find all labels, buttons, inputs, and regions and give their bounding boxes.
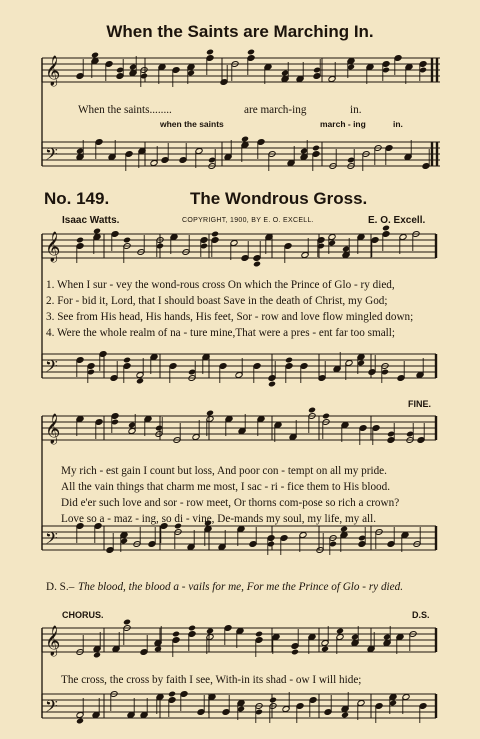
verse-1-line-a: 1. When I sur - vey the wond-rous cross On which the Prince of Glo - ry died, (46, 279, 395, 291)
note-head (188, 625, 196, 632)
note-head (247, 49, 255, 56)
note-head (308, 407, 316, 414)
note-head (291, 649, 299, 656)
note-head (76, 718, 84, 725)
verse-2-line-a: 2. For - bid it, Lord, that I should boast Save in the death of Christ, my God; (46, 295, 388, 307)
lyricist-credit: Isaac Watts. (62, 215, 120, 226)
note-head (336, 628, 344, 635)
verse-2-line-b: All the vain things that charm me most, I sac - ri - fice them to His blood. (61, 481, 391, 493)
verse-4-line-a: 4. Were the whole realm of na - ture mine,That were a pres - ent far too small; (46, 327, 395, 339)
clef-icon: 𝄞 (45, 414, 61, 444)
note-head (136, 378, 144, 385)
song1-echo-2: march - ing (320, 119, 366, 129)
note-head (93, 652, 101, 659)
note-head (341, 712, 349, 719)
clef-icon: 𝄢 (45, 356, 58, 380)
note-head (340, 526, 348, 533)
note-head (154, 646, 162, 653)
note-head (93, 228, 101, 235)
clef-icon: 𝄢 (45, 696, 58, 720)
song1-echo-3: in. (393, 119, 403, 129)
clef-icon: 𝄞 (45, 626, 61, 656)
note-head (269, 697, 277, 704)
clef-icon: 𝄢 (45, 528, 58, 552)
chorus-lyric-line: The cross, the cross by faith I see, With-in its shad - ow I will hide; (61, 674, 362, 686)
song1-lyric-3: in. (350, 104, 362, 116)
note-head (255, 631, 263, 638)
clef-icon: 𝄞 (45, 232, 61, 262)
verse-3-line-a: 3. See from His head, His hands, His feet, Sor - row and love flow mingled down; (46, 311, 414, 323)
verse-4-line-b: Love so a - maz - ing, so di - vine, De-mands my soul, my life, my all. (61, 513, 377, 525)
ds-prefix: D. S.– (46, 581, 75, 593)
verse-1-line-b: My rich - est gain I count but loss, And poor con - tempt on all my pride. (61, 465, 387, 477)
note-head (285, 357, 293, 364)
ds-marking: D.S. (412, 610, 430, 620)
note-head (211, 231, 219, 238)
note-head (241, 136, 249, 143)
note-head (253, 261, 261, 268)
song1-lyric-1: When the saints........ (78, 104, 172, 116)
note-head (123, 619, 131, 626)
hymn-title: The Wondrous Gross. (190, 189, 368, 208)
note-head (123, 237, 131, 244)
note-head (312, 145, 320, 152)
note-head (76, 237, 84, 244)
note-head (206, 410, 214, 417)
composer-credit: E. O. Excell. (368, 215, 426, 226)
note-head (321, 646, 329, 653)
note-head (168, 691, 176, 698)
note-head (206, 49, 214, 56)
clef-icon: 𝄞 (45, 56, 61, 86)
chorus-label: CHORUS. (62, 610, 104, 620)
verse-3-line-b: Did e'er such love and sor - row meet, Or thorns com-pose so rich a crown? (61, 497, 400, 509)
song1-lyric-2: are march-ing (244, 104, 307, 116)
note-head (268, 381, 276, 388)
note-head (322, 413, 330, 420)
fine-marking: FINE. (408, 399, 432, 409)
hymn-number: No. 149. (44, 189, 110, 208)
song-title: When the Saints are Marching In. (106, 22, 374, 41)
song1-echo-1: when the saints (160, 119, 224, 129)
note-head (206, 628, 214, 635)
ds-lyric-line: The blood, the blood a - vails for me, For me the Prince of Glo - ry died. (78, 581, 404, 593)
note-head (91, 52, 99, 59)
copyright-notice: COPYRIGHT, 1900, BY E. O. EXCELL. (182, 217, 314, 224)
note-head (123, 357, 131, 364)
clef-icon: 𝄢 (45, 144, 58, 168)
note-head (172, 631, 180, 638)
